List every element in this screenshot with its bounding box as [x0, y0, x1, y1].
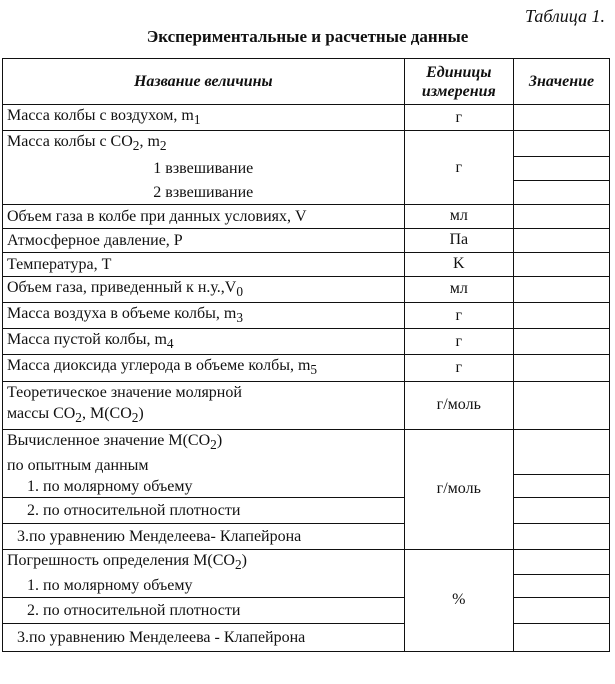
data-table: [2, 58, 610, 652]
row-name: Масса колбы с $CO_2$, $m_2$: [3, 131, 405, 157]
row-subitem: 3.по уравнению Менделеева - Клапейрона: [3, 623, 405, 651]
row-value: [514, 303, 610, 329]
row-value: [514, 549, 610, 597]
row-name: Температура, T: [3, 252, 405, 276]
table-row: [3, 276, 610, 302]
row-subitem: 2. по относительной плотности: [3, 497, 405, 523]
row-unit: Па: [404, 228, 514, 252]
row-name: Объем газа в колбе при данных условиях, V: [3, 204, 405, 228]
table-row: [3, 355, 610, 381]
row-name: Погрешность определения $M(CO_2)$ 1. по молярному объему: [3, 549, 405, 597]
header-name: Название величины: [3, 59, 405, 105]
row-value: [514, 252, 610, 276]
row-name: Вычисленное значение $M(CO_2)$ по опытным данным 1. по молярному объему: [3, 429, 405, 497]
table-row: [3, 597, 610, 623]
table-caption: Таблица 1.: [524, 6, 605, 26]
table-row: [3, 156, 610, 180]
row-name: Масса пустой колбы, $m_4$: [3, 329, 405, 355]
row-value: [514, 329, 610, 355]
row-subitem: 3.по уравнению Менделеева- Клапейрона: [3, 523, 405, 549]
row-unit: г/моль: [404, 381, 514, 429]
table-row: [3, 497, 610, 523]
row-subitem: 2 взвешивание: [3, 180, 405, 204]
row-value: [514, 381, 610, 429]
row-value: [514, 204, 610, 228]
table-row: [3, 252, 610, 276]
table-row: [3, 329, 610, 355]
table-row: [3, 180, 610, 204]
table-row: [3, 131, 610, 157]
row-value: [514, 623, 610, 651]
row-unit: мл: [404, 276, 514, 302]
row-name: Атмосферное давление, P: [3, 228, 405, 252]
row-value: [514, 497, 610, 523]
table-row: [3, 228, 610, 252]
table-row: [3, 623, 610, 651]
row-value: [514, 355, 610, 381]
row-unit: г: [404, 105, 514, 131]
row-value: [514, 180, 610, 204]
header-units: [404, 59, 514, 105]
row-value: [514, 131, 610, 157]
row-unit: K: [404, 252, 514, 276]
header-units-line1: Единицы: [426, 63, 492, 81]
table-row: [3, 523, 610, 549]
row-value: [514, 276, 610, 302]
row-value: [514, 105, 610, 131]
row-value: [514, 429, 610, 497]
row-value: [514, 597, 610, 623]
row-unit: %: [404, 549, 514, 651]
row-name: Масса колбы с воздухом, $m_1$: [3, 105, 405, 131]
table-row: [3, 429, 610, 497]
row-unit: г: [404, 355, 514, 381]
row-unit: мл: [404, 204, 514, 228]
row-unit: г/моль: [404, 429, 514, 549]
row-name: Масса диоксида углерода в объеме колбы, $m_5$: [3, 355, 405, 381]
table-row: [3, 303, 610, 329]
row-name: Теоретическое значение молярной массы $CO_2$, $M(CO_2)$: [3, 381, 405, 429]
header-row: [3, 59, 610, 105]
row-unit: г: [404, 329, 514, 355]
header-value: Значение: [514, 59, 610, 105]
table-title: Экспериментальные и расчетные данные: [146, 27, 469, 46]
row-name: Объем газа, приведенный к $н.у.,V_0$: [3, 276, 405, 302]
row-value: [514, 523, 610, 549]
row-name: Масса воздуха в объеме колбы, $m_3$: [3, 303, 405, 329]
row-subitem: 2. по относительной плотности: [3, 597, 405, 623]
row-value: [514, 156, 610, 180]
row-unit: г: [404, 131, 514, 205]
table-row: [3, 549, 610, 597]
table-row: [3, 105, 610, 131]
row-unit: г: [404, 303, 514, 329]
row-value: [514, 228, 610, 252]
header-units-line2: измерения: [421, 82, 496, 100]
row-subitem: 1 взвешивание: [3, 156, 405, 180]
table-row: [3, 381, 610, 429]
table-row: [3, 204, 610, 228]
